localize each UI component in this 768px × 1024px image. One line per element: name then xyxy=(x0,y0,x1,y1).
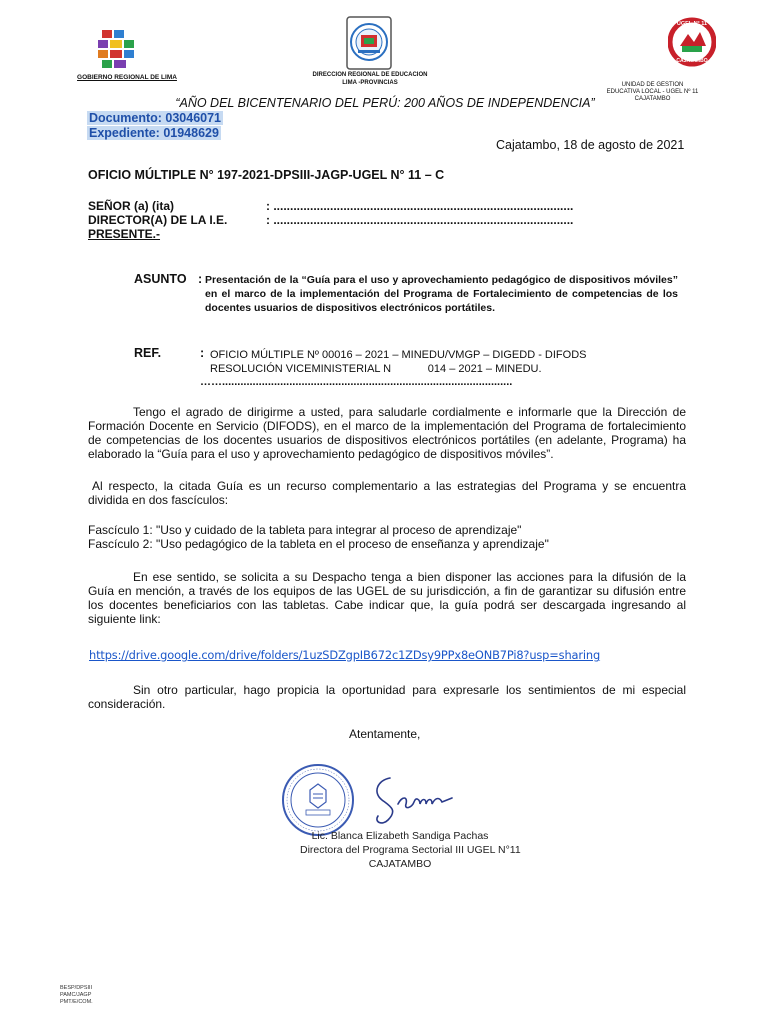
signatory-place: CAJATAMBO xyxy=(368,858,432,870)
fasciculo-2: Fascículo 2: "Uso pedagógico de la tableta en el proceso de enseñanza y aprendizaje" xyxy=(88,537,549,551)
letter-date: Cajatambo, 18 de agosto de 2021 xyxy=(496,138,685,152)
center-caption-line1: DIRECCION REGIONAL DE EDUCACION xyxy=(312,72,428,78)
signatory-title: Directora del Programa Sectorial III UGEL N°11 xyxy=(300,844,521,856)
ref-line-1: OFICIO MÚLTIPLE Nº 00016 – 2021 – MINEDU/VMGP – DIGEDD - DIFODS xyxy=(210,349,587,361)
fasciculo-1: Fascículo 1: "Uso y cuidado de la tableta para integrar al proceso de aprendizaje" xyxy=(88,523,522,537)
handwritten-signature xyxy=(368,770,468,830)
right-caption-line1: UNIDAD DE GESTION xyxy=(621,82,684,88)
recipient-presente: PRESENTE.- xyxy=(88,227,161,241)
recipient-senor-label: SEÑOR (a) (ita) xyxy=(88,199,175,213)
left-logo-caption: GOBIERNO REGIONAL DE LIMA xyxy=(77,74,177,81)
signatory-block xyxy=(300,829,521,871)
ref-label: REF. xyxy=(134,346,162,360)
center-logo-caption xyxy=(270,71,470,87)
footer-initials xyxy=(60,985,93,1006)
body-paragraph-4: Sin otro particular, hago propicia la oportunidad para expresarle los sentimientos de mi especial consideración. xyxy=(88,683,686,711)
right-logo-bottom-text: CAJATAMBO xyxy=(676,58,708,64)
expediente-number: Expediente: 01948629 xyxy=(89,126,219,140)
asunto-label: ASUNTO xyxy=(134,272,187,286)
official-stamp xyxy=(280,762,356,838)
oficio-number: OFICIO MÚLTIPLE N° 197-2021-DPSIII-JAGP-UGEL N° 11 – C xyxy=(88,168,445,182)
recipient-director-dots: : .......................................................................................... xyxy=(266,213,574,227)
right-logo-top-text: UGEL N° 11 xyxy=(676,21,708,27)
footer-line3: PMT/E/COM. xyxy=(60,999,93,1005)
ugel-cajatambo-logo xyxy=(668,12,716,74)
signatory-name: Lic. Blanca Elizabeth Sandiga Pachas xyxy=(311,830,489,842)
footer-line2: PAMC/JAGP xyxy=(60,992,92,998)
right-caption-line3: CAJATAMBO xyxy=(634,96,671,102)
ref-colon: : xyxy=(200,346,205,360)
body-paragraph-3: En ese sentido, se solicita a su Despacho tenga a bien disponer las acciones para la difusión de la Guía en mención, a través de los equipos de las UGEL de su jurisdicción, a fin de garantizar su difusión entre los docentes beneficiarios con las tabletas. Cabe indicar que, la guía podrá ser descargada ingresando al siguiente link: xyxy=(88,570,686,626)
body-paragraph-2: Al respecto, la citada Guía es un recurso complementario a las estrategias del Programa y se encuentra dividida en dos fascículos: xyxy=(88,479,686,507)
asunto-text: Presentación de la “Guía para el uso y aprovechamiento pedagógico de dispositivos móviles” en el marco de la implementación del Programa de Fortalecimiento de competencias de los docentes usuarios de dispositivos electrónicos portátiles. xyxy=(205,274,678,314)
right-caption-line2: EDUCATIVA LOCAL - UGEL Nº 11 xyxy=(606,89,699,95)
recipient-senor-dots: : .......................................................................................... xyxy=(266,199,574,213)
ref-dots: ……............................................................................................... xyxy=(200,376,513,388)
center-caption-line2: LIMA -PROVINCIAS xyxy=(342,80,398,86)
closing-atentamente: Atentamente, xyxy=(349,727,421,741)
documento-number: Documento: 03046071 xyxy=(89,111,222,125)
dre-lima-logo xyxy=(344,14,394,72)
asunto-colon: : xyxy=(198,272,203,286)
guide-download-link[interactable]: https://drive.google.com/drive/folders/1uzSDZgpIB672c1ZDsy9PPx8eONB7Pi8?usp=sharing xyxy=(89,648,601,662)
footer-line1: BESP/DPSIII xyxy=(60,985,93,991)
ref-line-2: RESOLUCIÓN VICEMINISTERIAL N 014 – 2021 – MINEDU. xyxy=(210,363,542,375)
recipient-director-label: DIRECTOR(A) DE LA I.E. xyxy=(88,213,228,227)
year-motto: “AÑO DEL BICENTENARIO DEL PERÚ: 200 AÑOS DE INDEPENDENCIA” xyxy=(175,96,595,110)
gobierno-regional-logo xyxy=(96,28,136,72)
body-paragraph-1: Tengo el agrado de dirigirme a usted, para saludarle cordialmente e informarle que la Dirección de Formación Docente en Servicio (DIFODS), en el marco de la implementación del Programa de fortalecimiento de competencias de los docentes usuarios de dispositivos electrónicos portátiles (en adelante, Programa) ha elaborado la “Guía para el uso y aprovechamiento pedagógico de dispositivos móviles”. xyxy=(88,405,686,461)
